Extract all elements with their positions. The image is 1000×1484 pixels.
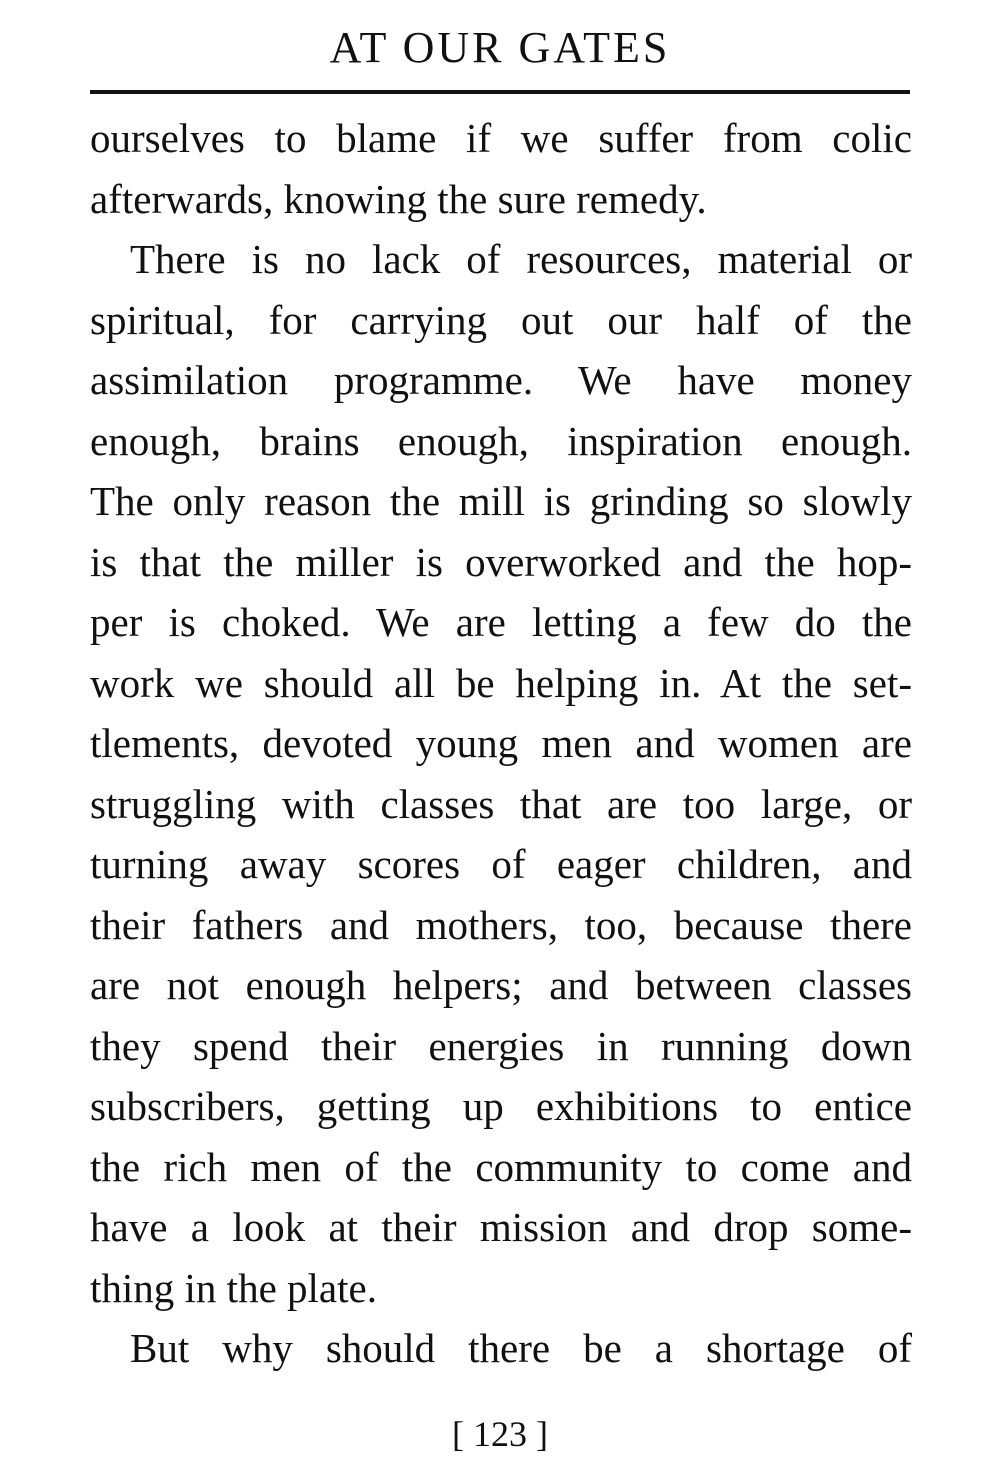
text-line: thing in the plate.	[90, 1264, 377, 1311]
text-line: The only reason the mill is grinding so slowly	[90, 478, 912, 524]
text-line: afterwards, knowing the sure remedy.	[90, 175, 707, 222]
text-line: turning away scores of eager children, and	[90, 841, 912, 887]
text-line: the rich men of the community to come and	[90, 1143, 912, 1190]
text-line: they spend their energies in running down	[90, 1022, 912, 1069]
header-rule	[90, 90, 910, 94]
text-line: per is choked. We are letting a few do the	[90, 599, 912, 645]
body-text	[90, 108, 912, 1379]
text-line: But why should there be a shortage of	[130, 1325, 912, 1371]
text-line: subscribers, getting up exhibitions to entice	[90, 1083, 912, 1129]
text-line: assimilation programme. We have money	[90, 357, 912, 403]
page-number: [ 123 ]	[452, 1414, 548, 1454]
text-line: is that the miller is overworked and the hop-	[90, 538, 912, 585]
text-line: tlements, devoted young men and women are	[90, 720, 912, 766]
text-line: spiritual, for carrying out our half of the	[90, 296, 912, 343]
text-line: enough, brains enough, inspiration enough.	[90, 417, 912, 464]
text-line: work we should all be helping in. At the set-	[90, 659, 912, 706]
text-line: ourselves to blame if we suffer from colic	[90, 115, 912, 161]
text-line: their fathers and mothers, too, because there	[90, 901, 912, 948]
running-title: AT OUR GATES	[329, 23, 671, 72]
text-line: have a look at their mission and drop some-	[90, 1204, 912, 1250]
text-line: struggling with classes that are too large, or	[90, 780, 912, 827]
text-line: There is no lack of resources, material or	[130, 236, 912, 282]
text-line: are not enough helpers; and between classes	[90, 962, 912, 1008]
